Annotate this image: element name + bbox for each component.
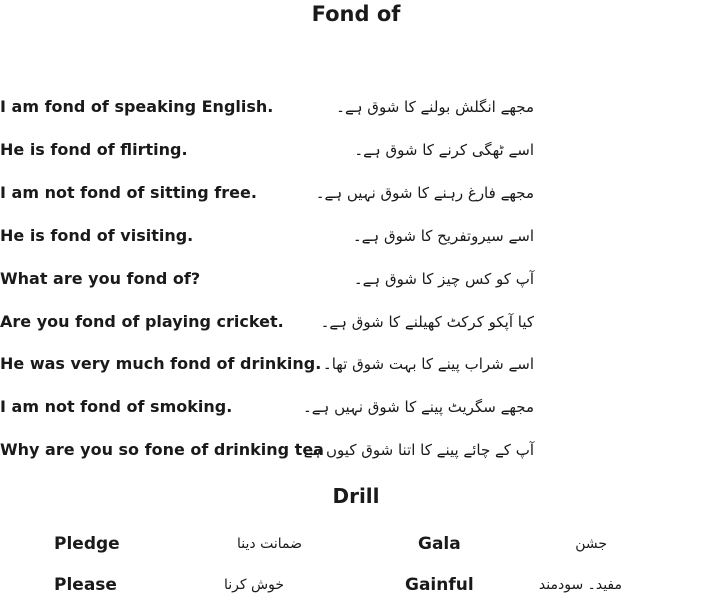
sentence-row — [0, 267, 712, 291]
drill-urdu: خوش کرنا — [224, 577, 284, 593]
urdu-translation: مجھے سگریٹ پینے کا شوق نہیں ہے۔ — [302, 398, 534, 416]
urdu-translation: کیا آپکو کرکٹ کھیلنے کا شوق ہے۔ — [320, 313, 534, 331]
sentence-row — [0, 224, 712, 248]
urdu-translation: مجھے انگلش بولنے کا شوق ہے۔ — [336, 98, 534, 116]
page-title: Fond of — [311, 2, 401, 26]
urdu-translation: اسے سیروتفریح کا شوق ہے۔ — [352, 227, 534, 245]
sentence-row — [0, 95, 712, 119]
drill-urdu: ضمانت دینا — [237, 536, 302, 552]
drill-word: Gainful — [405, 575, 474, 595]
drill-urdu: جشن — [575, 536, 607, 552]
english-sentence: Are you fond of playing cricket. — [0, 312, 284, 331]
urdu-translation: مجھے فارغ رہنے کا شوق نہیں ہے۔ — [315, 184, 534, 202]
sentence-row — [0, 438, 712, 462]
english-sentence: I am fond of speaking English. — [0, 97, 274, 116]
english-sentence: He is fond of flirting. — [0, 140, 188, 159]
urdu-translation: آپ کے چائے پینے کا اتنا شوق کیوں ہے۔ — [294, 441, 534, 459]
english-sentence: I am not fond of smoking. — [0, 397, 233, 416]
sentence-row — [0, 310, 712, 334]
drill-heading: Drill — [332, 484, 380, 508]
drill-word: Gala — [418, 534, 461, 554]
drill-row — [0, 572, 712, 598]
sentence-row — [0, 395, 712, 419]
drill-urdu: مفید۔ سودمند — [538, 577, 622, 593]
english-sentence: He is fond of visiting. — [0, 226, 194, 245]
english-sentence: Why are you so fone of drinking tea — [0, 440, 324, 459]
drill-word: Please — [54, 575, 117, 595]
urdu-translation: آپ کو کس چیز کا شوق ہے۔ — [353, 270, 534, 288]
sentence-row — [0, 138, 712, 162]
urdu-translation: اسے شراب پینے کا بہت شوق تھا۔ — [322, 355, 534, 373]
urdu-translation: اسے ٹھگی کرنے کا شوق ہے۔ — [354, 141, 534, 159]
english-sentence: He was very much fond of drinking. — [0, 354, 322, 373]
drill-row — [0, 531, 712, 557]
english-sentence: I am not fond of sitting free. — [0, 183, 257, 202]
english-sentence: What are you fond of? — [0, 269, 201, 288]
sentence-row — [0, 181, 712, 205]
drill-word: Pledge — [54, 534, 120, 554]
sentence-row — [0, 352, 712, 376]
